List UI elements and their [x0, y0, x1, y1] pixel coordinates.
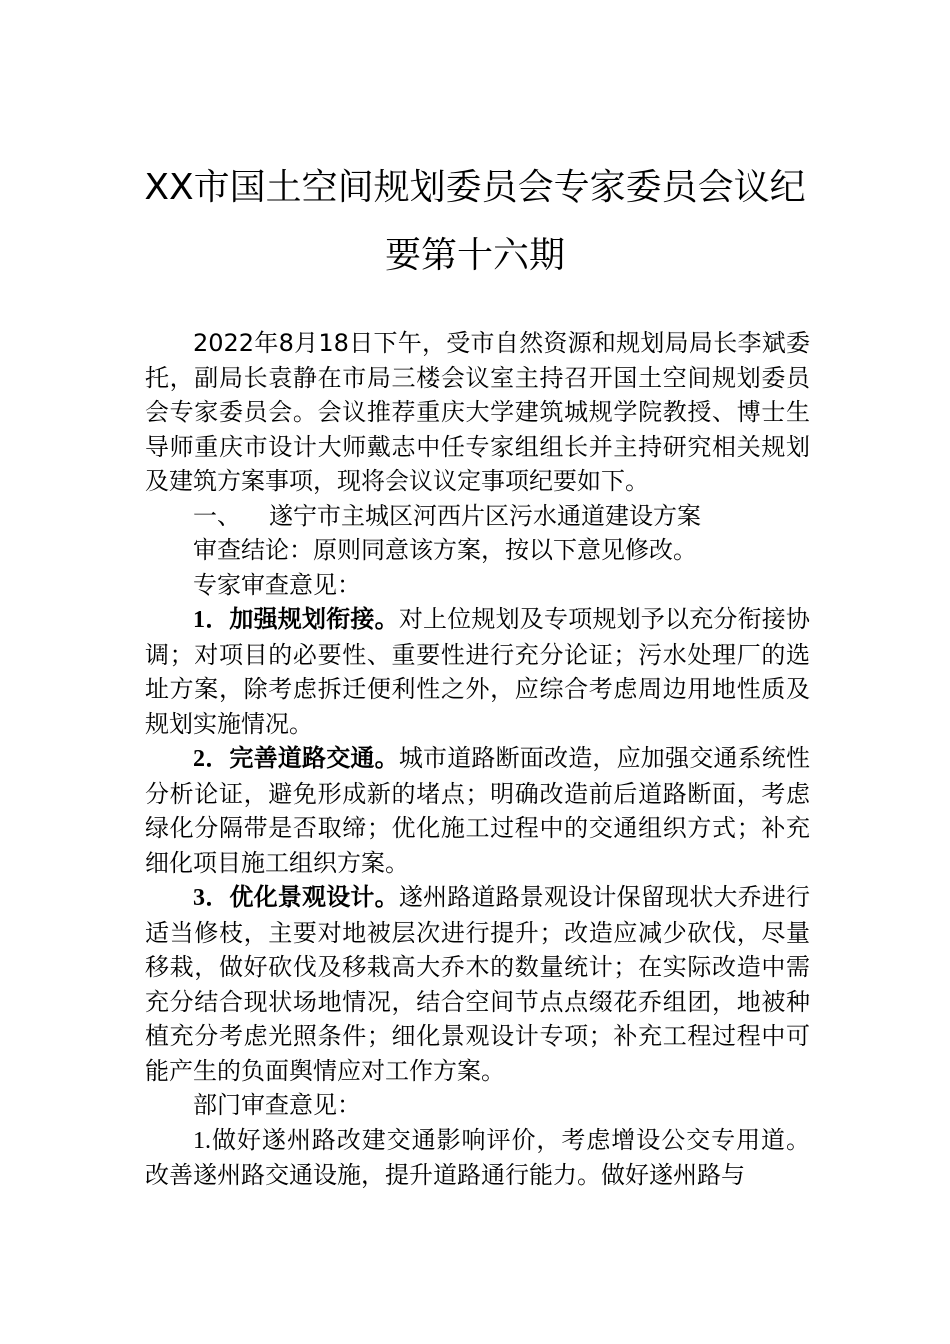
item-text: 遂州路道路景观设计保留现状大乔进行适当修枝，主要对地被层次进行提升；改造应减少砍伐，尽量移栽，做好砍伐及移栽高大乔木的数量统计；在实际改造中需充分结合现状场地情况，结合空间节点点缀花乔组团，地被种植充分考虑光照条件；细化景观设计专项；补充工程过程中可能产生的负面舆情应对工作方案。 [145, 883, 811, 1085]
document-body [145, 326, 810, 1193]
item-lead: 加强规划衔接。 [229, 605, 399, 633]
item-text: 对上位规划及专项规划予以充分衔接协调；对项目的必要性、重要性进行充分论证；污水处理厂的选址方案，除考虑拆迁便利性之外，应综合考虑周边用地性质及规划实施情况。 [145, 605, 811, 738]
department-opinion-label: 部门审查意见： [193, 1091, 361, 1119]
document-title-line-1: XX市国土空间规划委员会专家委员会议纪 [144, 167, 806, 208]
expert-opinion-item [145, 741, 810, 880]
item-number: 1. [193, 1127, 211, 1154]
review-conclusion: 审查结论：原则同意该方案，按以下意见修改。 [193, 536, 697, 564]
expert-opinion-item [145, 602, 810, 741]
item-lead: 优化景观设计。 [229, 883, 399, 911]
section-number: 一、 [193, 501, 241, 530]
item-number: 3． [193, 885, 230, 911]
expert-opinion-item [145, 880, 810, 1088]
section-title: 遂宁市主城区河西片区污水通道建设方案 [269, 501, 701, 530]
department-opinion-item [145, 1123, 810, 1193]
intro-paragraph: 2022年8月18日下午，受市自然资源和规划局局长李斌委托，副局长袁静在市局三楼会议室主持召开国土空间规划委员会专家委员会。会议推荐重庆大学建筑城规学院教授、博士生导师重庆市设计大师戴志中任专家组组长并主持研究相关规划及建筑方案事项，现将会议议定事项纪要如下。 [145, 329, 810, 495]
item-text: 做好遂州路改建交通影响评价，考虑增设公交专用道。改善遂州路交通设施，提升道路通行能力。做好遂州路与 [145, 1125, 810, 1189]
document-title-line-2: 要第十六期 [384, 235, 565, 276]
item-number: 1． [193, 607, 230, 633]
item-text: 城市道路断面改造，应加强交通系统性分析论证，避免形成新的堵点；明确改造前后道路断面，考虑绿化分隔带是否取缔；优化施工过程中的交通组织方式；补充细化项目施工组织方案。 [145, 744, 811, 877]
item-number: 2． [193, 746, 230, 772]
item-lead: 完善道路交通。 [229, 744, 399, 772]
expert-opinion-label: 专家审查意见： [193, 570, 361, 599]
section-heading [145, 499, 810, 534]
